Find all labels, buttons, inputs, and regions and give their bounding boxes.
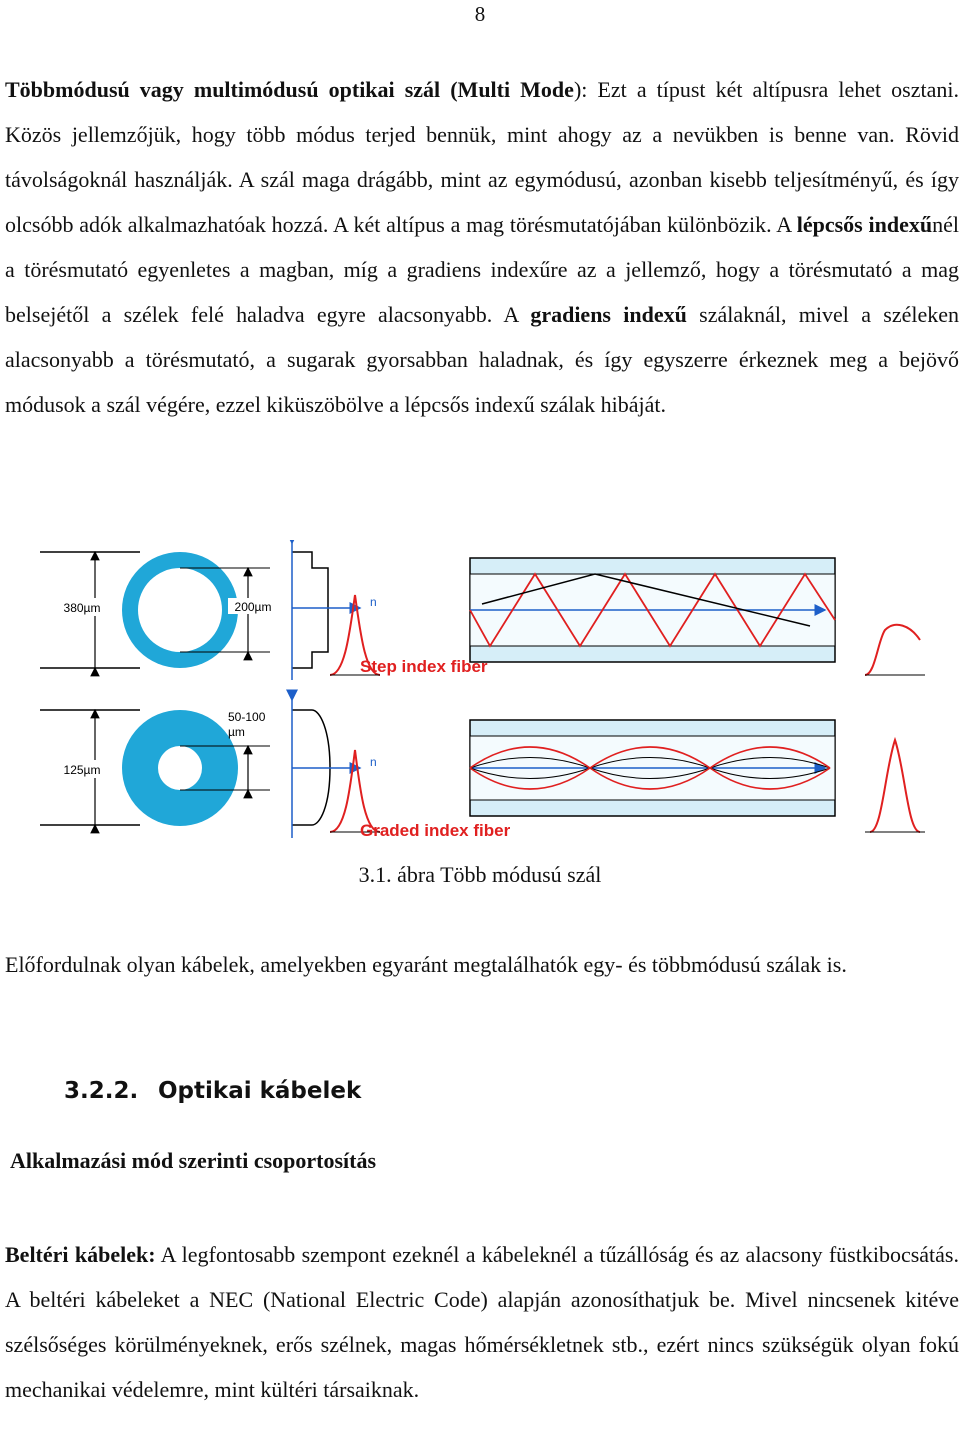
section-title: Optikai kábelek	[158, 1078, 362, 1104]
step-core	[138, 568, 222, 652]
paragraph-mixed-cables: Előfordulnak olyan kábelek, amelyekben egyaránt megtalálhatók egy- és többmódusú szálak is.	[5, 952, 847, 977]
graded-outer-label: 125µm	[63, 763, 101, 777]
fiber-diagram	[30, 540, 930, 850]
step-outer-label: 380µm	[63, 601, 101, 615]
graded-index-group	[40, 700, 925, 840]
graded-core	[158, 746, 202, 790]
figure-caption: 3.1. ábra Több módusú szál	[358, 862, 602, 887]
graded-n-label: n	[370, 755, 377, 769]
graded-core-label-line1: 50-100	[228, 710, 266, 724]
step-output-pulse	[865, 625, 920, 675]
graded-title: Graded index fiber	[360, 821, 511, 840]
figure-multimode-fiber	[30, 540, 930, 850]
term-multimode: Többmódusú vagy multimódusú optikai szál (Multi Mode	[5, 77, 574, 102]
term-step-index: lépcsős indexű	[796, 212, 933, 237]
step-core-label: 200µm	[234, 600, 272, 614]
step-n-label: n	[370, 595, 377, 609]
term-indoor-cables: Beltéri kábelek:	[5, 1242, 156, 1267]
paragraph-multimode: Többmódusú vagy multimódusú optikai szál (Multi Mode): Ezt a típust két altípusra lehet osztani. Közös jellemzőjük, hogy több módus terjed bennük, mint ahogy az a nevükben is benne van. Rövid távolságoknál használják. A szál maga drágább, mint az egymódusú, azonban kisebb teljesítményű, és így olcsóbb adók alkalmazhatóak hozzá. A két altípus a mag törésmutatójában különbözik. A lépcsős indexűnél a törésmutató egyenletes a magban, míg a gradiens indexűre az a jellemző, hogy a törésmutató a mag belsejétől a szélek felé haladva egyre alacsonyabb. A gradiens indexű szálaknál, mivel a széleken alacsonyabb a törésmutató, a sugarak gyorsabban haladnak, és így egyszerre érkeznek meg a bejövő módusok a szál végére, ezzel kiküszöbölve a lépcsős indexű szálak hibáját.	[5, 77, 960, 417]
section-heading	[64, 1078, 361, 1104]
graded-output-pulse	[870, 740, 920, 832]
section-number: 3.2.2.	[64, 1078, 139, 1104]
page-number: 8	[474, 2, 486, 26]
subheading: Alkalmazási mód szerinti csoportosítás	[10, 1148, 377, 1173]
term-graded-index: gradiens indexű	[530, 302, 687, 327]
paragraph-indoor-cables: Beltéri kábelek: A legfontosabb szempont ezeknél a kábeleknél a tűzállóság és az alacsony füstkibocsátás. A beltéri kábeleket a NEC (National Electric Code) alapján azonosíthatjuk be. Mivel nincsenek kitéve szélsőséges körülményeknek, erős szélnek, magas hőmérsékletnek stb., ezért nincs szükségük olyan fokú mechanikai védelemre, mint kültéri társaiknak.	[5, 1242, 959, 1402]
step-index-profile	[292, 552, 328, 668]
step-index-group	[40, 543, 925, 680]
step-title: Step index fiber	[360, 657, 488, 676]
graded-core-label-line2: µm	[228, 725, 245, 739]
